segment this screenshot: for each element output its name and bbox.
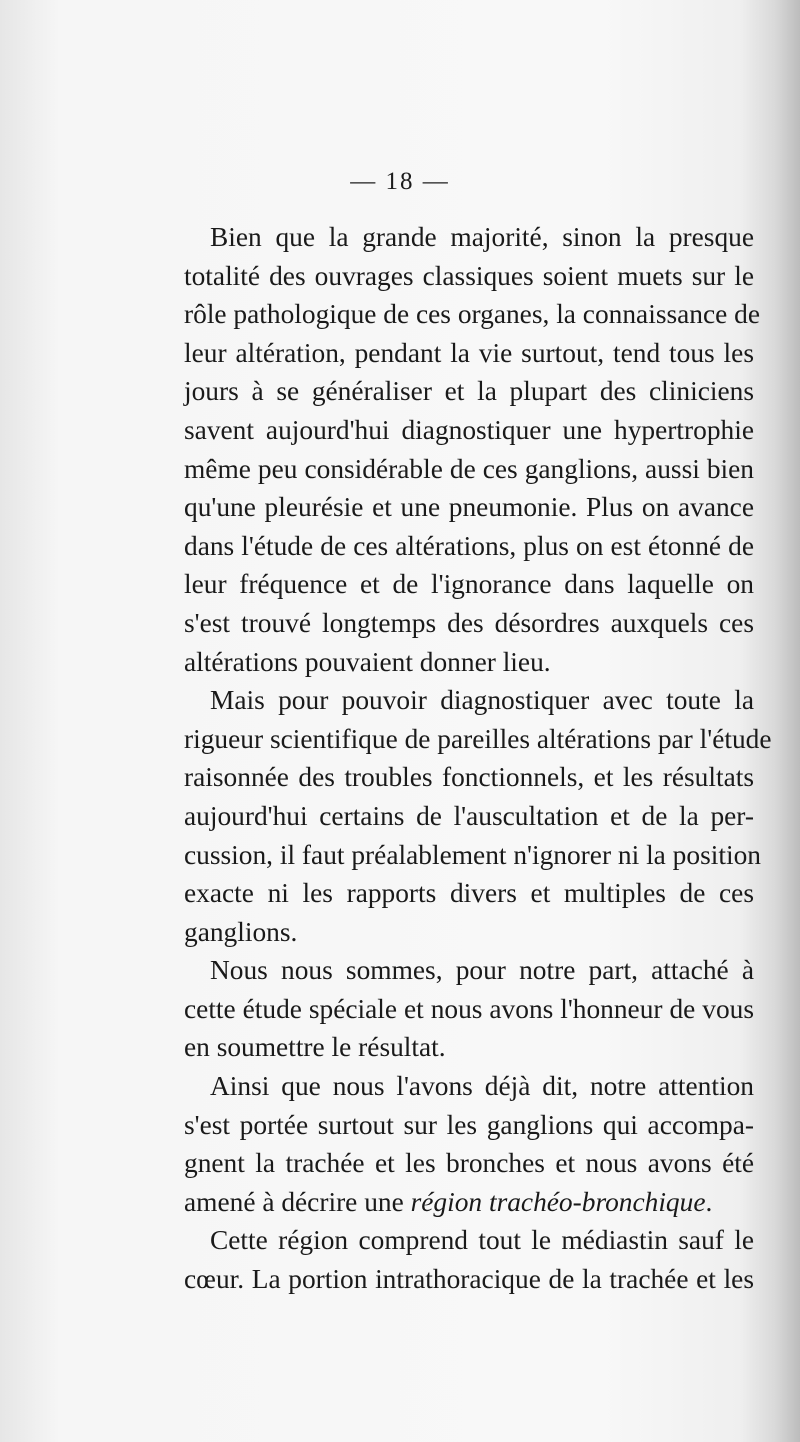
text-line: s'est portée surtout sur les ganglions qui accompa- <box>184 1109 754 1140</box>
text-line: rigueur scientifique de pareilles altérations par l'étude <box>184 723 772 754</box>
text-line <box>158 1183 754 1222</box>
text-line: altérations pouvaient donner lieu. <box>184 646 551 677</box>
text-line: cussion, il faut préalablement n'ignorer ni la position <box>184 839 761 870</box>
paragraph-4 <box>158 1067 754 1221</box>
text-line: cette étude spéciale et nous avons l'honneur de vous <box>184 993 754 1024</box>
text-line: jours à se généraliser et la plupart des cliniciens <box>184 376 754 407</box>
text-line: en soumettre le résultat. <box>184 1032 446 1063</box>
text-line: exacte ni les rapports divers et multiples de ces <box>184 878 754 909</box>
paragraph-2 <box>158 681 772 951</box>
paragraph-5 <box>158 1221 754 1298</box>
text-line: qu'une pleurésie et une pneumonie. Plus on avance <box>184 492 754 523</box>
paragraph-1 <box>158 218 761 681</box>
italic-term: région trachéo-bronchique <box>410 1186 706 1217</box>
text-line: Bien que la grande majorité, sinon la presque <box>210 222 754 252</box>
text-fragment: amené à décrire une <box>184 1186 411 1217</box>
text-line: cœur. La portion intrathoracique de la trachée et les <box>184 1264 754 1295</box>
text-line: leur fréquence et de l'ignorance dans laquelle on <box>184 569 754 600</box>
text-line: Mais pour pouvoir diagnostiquer avec toute la <box>210 685 754 716</box>
paragraph-3 <box>158 951 754 1067</box>
text-line: leur altération, pendant la vie surtout, tend tous les <box>184 337 754 368</box>
text-line: raisonnée des troubles fonctionnels, et les résultats <box>184 762 754 793</box>
text-line: aujourd'hui certains de l'auscultation et de la per- <box>184 800 754 831</box>
text-fragment: . <box>705 1186 713 1217</box>
text-line: rôle pathologique de ces organes, la connaissance de <box>184 299 761 330</box>
text-line: dans l'étude de ces altérations, plus on est étonné de <box>184 530 754 561</box>
text-line: totalité des ouvrages classiques soient muets sur le <box>184 260 754 291</box>
text-line: s'est trouvé longtemps des désordres auxquels ces <box>184 607 754 638</box>
text-line: Nous nous sommes, pour notre part, attaché à <box>210 955 754 986</box>
text-line: savent aujourd'hui diagnostiquer une hypertrophie <box>184 414 754 445</box>
text-line: même peu considérable de ces ganglions, aussi bien <box>184 453 754 484</box>
text-line: gnent la trachée et les bronches et nous avons été <box>184 1148 754 1179</box>
text-line: Ainsi que nous l'avons déjà dit, notre attention <box>210 1071 754 1102</box>
body-text <box>158 218 772 1299</box>
page-number: — 18 — <box>350 168 450 195</box>
text-line: Cette région comprend tout le médiastin sauf le <box>210 1225 754 1256</box>
text-line: ganglions. <box>184 916 298 947</box>
